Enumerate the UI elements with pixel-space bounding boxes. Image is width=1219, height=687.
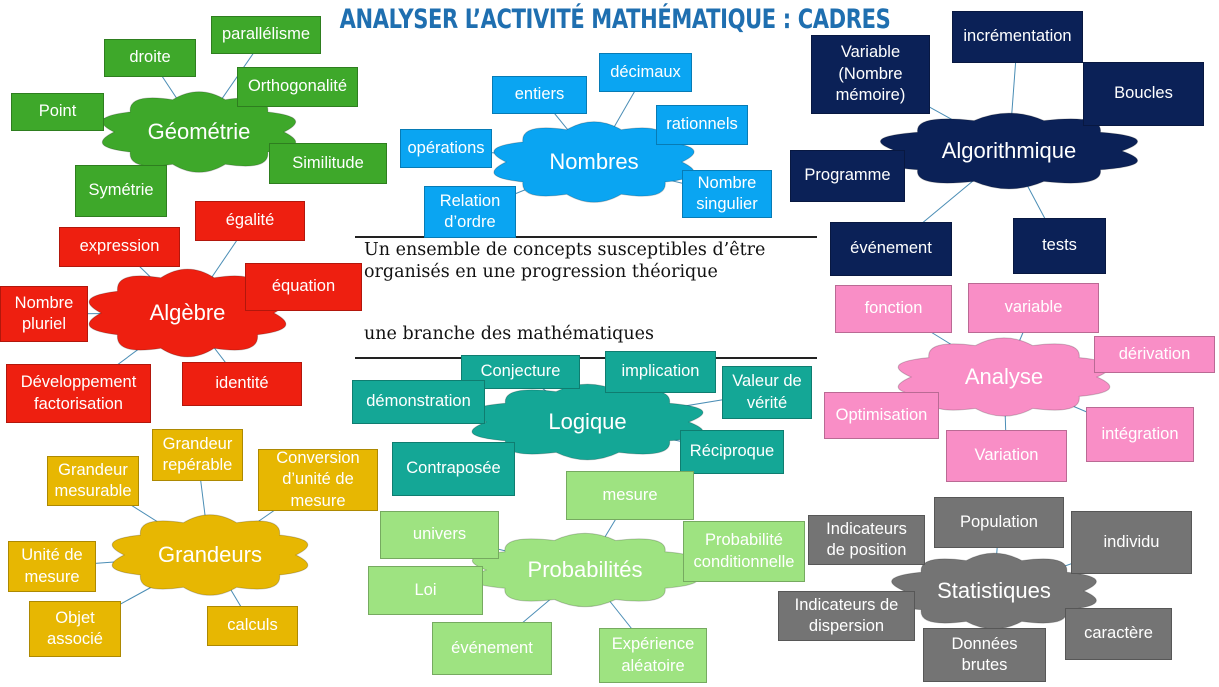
concept-algebre-expression	[59, 227, 180, 267]
concept-label: Données brutes	[951, 634, 1018, 674]
concept-statistiques-population	[934, 497, 1064, 548]
concept-analyse-optimisation	[824, 392, 939, 439]
concept-label: mesure	[602, 485, 658, 504]
concept-logique-implication	[605, 351, 716, 393]
concept-label: Population	[960, 512, 1038, 531]
concept-algorithmique-evenement	[830, 222, 952, 276]
concept-label: Développement factorisation	[20, 373, 137, 413]
cloud-label-grandeurs: Grandeurs	[158, 542, 262, 567]
concept-analyse-integration	[1086, 407, 1194, 462]
cloud-label-algebre: Algèbre	[149, 300, 226, 325]
concept-geometrie-droite	[104, 39, 196, 77]
concept-label: Conjecture	[480, 362, 561, 381]
cloud-label-probabilites: Probabilités	[527, 557, 643, 582]
concept-label: Orthogonalité	[247, 77, 348, 96]
concept-label: Point	[38, 102, 77, 121]
definition-branch: une branche des mathématiques	[364, 324, 654, 344]
concept-algorithmique-programme	[790, 150, 905, 202]
concept-grandeurs-calculs	[207, 606, 298, 646]
cloud-probabilites	[480, 533, 690, 607]
concept-label: variable	[1004, 298, 1063, 317]
concept-algebre-egalite	[195, 201, 305, 241]
concept-label: intégration	[1101, 424, 1179, 443]
concept-label: Relation d’ordre	[439, 191, 501, 231]
page-title: ANALYSER L’ACTIVITÉ MATHÉMATIQUE : CADRES	[339, 4, 891, 35]
concept-statistiques-caractere	[1065, 608, 1172, 660]
concept-probabilites-mesure	[566, 471, 694, 520]
concept-algebre-identite	[182, 362, 302, 406]
concept-algebre-developpement-factorisation	[6, 364, 151, 423]
concept-probabilites-evenement	[432, 622, 552, 675]
concept-label: calculs	[227, 616, 278, 635]
concept-logique-contraposee	[392, 442, 515, 496]
concept-label: Conversion d’unité de mesure	[276, 448, 360, 510]
concept-label: Symétrie	[88, 181, 154, 200]
concept-algorithmique-variable-nombre-memoire	[811, 35, 930, 114]
concept-label: événement	[850, 239, 932, 258]
concept-label: caractère	[1084, 624, 1153, 643]
concept-label: Grandeur repérable	[162, 434, 233, 474]
cloud-grandeurs	[118, 515, 302, 595]
concept-geometrie-point	[11, 93, 104, 131]
concept-statistiques-indicateurs-de-position	[808, 515, 925, 565]
concept-geometrie-orthogonalite	[237, 67, 358, 107]
concept-label: implication	[621, 362, 700, 381]
concept-label: incrémentation	[963, 27, 1072, 46]
cloud-label-logique: Logique	[548, 409, 627, 434]
concept-algorithmique-tests	[1013, 218, 1106, 274]
central-definition	[355, 236, 817, 362]
concept-label: équation	[271, 277, 336, 296]
concept-label: Nombre pluriel	[14, 293, 74, 333]
cloud-statistiques	[898, 553, 1090, 629]
concept-label: expression	[79, 237, 160, 256]
concept-label: Optimisation	[835, 405, 928, 424]
concept-label: Variation	[974, 446, 1039, 465]
bottom-rule	[355, 357, 817, 359]
concept-analyse-derivation	[1094, 336, 1215, 373]
concept-label: Boucles	[1114, 84, 1173, 103]
cloud-label-nombres: Nombres	[549, 149, 639, 174]
concept-geometrie-similitude	[269, 143, 387, 184]
concept-label: Indicateurs de dispersion	[794, 595, 899, 635]
concept-grandeurs-conversion-d-unite-de-mesure	[258, 449, 378, 511]
concept-label: dérivation	[1118, 344, 1191, 363]
concept-probabilites-probabilite-conditionnelle	[683, 521, 805, 582]
concept-algorithmique-boucles	[1083, 62, 1204, 126]
concept-grandeurs-unite-de-mesure	[8, 541, 96, 592]
concept-label: tests	[1042, 236, 1077, 255]
concept-label: Valeur de vérité	[732, 372, 802, 412]
concept-label: événement	[451, 638, 533, 657]
concept-label: Programme	[804, 166, 891, 185]
cloud-label-algorithmique: Algorithmique	[941, 138, 1077, 163]
concept-nombres-decimaux	[599, 53, 692, 92]
concept-logique-demonstration	[352, 380, 485, 424]
concept-label: individu	[1103, 532, 1160, 551]
concept-grandeurs-grandeur-mesurable	[47, 456, 139, 506]
concept-label: Variable (Nombre mémoire)	[835, 43, 906, 105]
concept-geometrie-symetrie	[75, 165, 167, 217]
concept-grandeurs-objet-associe	[29, 601, 121, 657]
concept-nombres-operations	[400, 129, 492, 168]
concept-label: Réciproque	[689, 442, 775, 461]
concept-statistiques-indicateurs-de-dispersion	[778, 591, 915, 641]
concept-logique-reciproque	[680, 430, 784, 474]
concept-label: égalité	[225, 211, 275, 230]
concept-analyse-fonction	[835, 285, 952, 333]
concept-label: démonstration	[366, 392, 471, 411]
concept-algebre-equation	[245, 263, 362, 311]
concept-label: fonction	[864, 299, 923, 318]
concept-analyse-variation	[946, 430, 1067, 482]
concept-algorithmique-incrementation	[952, 11, 1083, 63]
concept-label: opérations	[407, 138, 485, 157]
concept-label: Grandeur mesurable	[54, 460, 132, 500]
cloud-label-geometrie: Géométrie	[147, 119, 251, 144]
concept-label: identité	[215, 374, 269, 393]
concept-label: rationnels	[666, 115, 738, 134]
concept-probabilites-univers	[380, 511, 499, 559]
concept-label: Loi	[414, 580, 437, 599]
concept-geometrie-parallelisme	[211, 16, 321, 54]
concept-algebre-nombre-pluriel	[0, 286, 88, 342]
concept-analyse-variable	[968, 283, 1099, 333]
concept-probabilites-experience-aleatoire	[599, 628, 707, 683]
concept-nombres-rationnels	[656, 105, 748, 145]
concept-label: entiers	[514, 85, 565, 104]
concept-label: parallélisme	[221, 25, 311, 44]
concept-label: droite	[129, 48, 171, 67]
concept-logique-valeur-de-verite	[722, 366, 812, 419]
concept-nombres-relation-d-ordre	[424, 186, 516, 238]
concept-nombres-entiers	[492, 76, 587, 114]
concept-statistiques-individu	[1071, 511, 1192, 574]
concept-label: Unité de mesure	[21, 546, 83, 586]
cloud-label-analyse: Analyse	[964, 364, 1044, 389]
definition-concepts: Un ensemble de concepts susceptibles d’être organisés en une progression théorique	[364, 240, 766, 282]
concept-label: Probabilité conditionnelle	[693, 531, 795, 571]
cloud-label-statistiques: Statistiques	[937, 578, 1051, 603]
concept-label: Expérience aléatoire	[611, 635, 695, 675]
concept-label: Similitude	[292, 153, 364, 172]
concept-probabilites-loi	[368, 566, 483, 615]
concept-label: Nombre singulier	[696, 173, 758, 213]
concept-label: Contraposée	[406, 459, 501, 478]
concept-label: Indicateurs de position	[826, 519, 907, 559]
concept-statistiques-donnees-brutes	[923, 628, 1046, 682]
concept-label: décimaux	[610, 62, 681, 81]
concept-grandeurs-grandeur-reperable	[152, 429, 243, 481]
concept-label: univers	[412, 525, 467, 544]
concept-nombres-nombre-singulier	[682, 170, 772, 218]
concept-label: Objet associé	[47, 608, 103, 648]
